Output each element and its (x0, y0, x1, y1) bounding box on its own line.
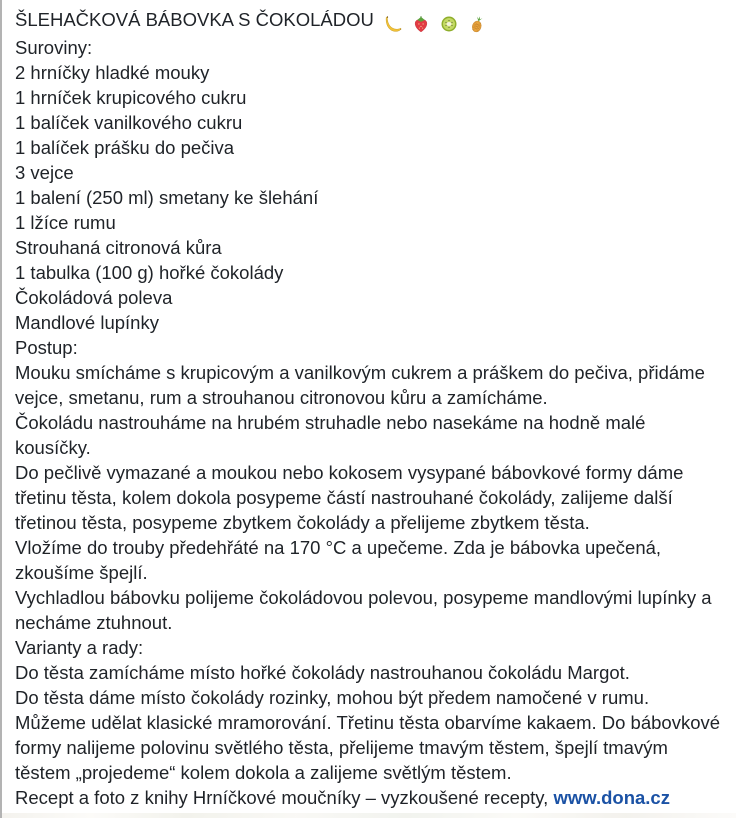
dona-link[interactable]: www.dona.cz (553, 787, 670, 808)
steps-header: Postup: (15, 337, 78, 358)
strawberry-icon (411, 14, 431, 34)
ingredient-line: Mandlové lupínky (15, 312, 159, 333)
photo-top-edge (2, 813, 736, 818)
ingredient-line: 2 hrníčky hladké mouky (15, 62, 210, 83)
kiwi-icon (439, 14, 459, 34)
step-paragraph: Mouku smícháme s krupicovým a vanilkovým cukrem a práškem do pečiva, přidáme vejce, smetanu, rum a strouhanou citronovou kůru a zamícháme. (15, 362, 705, 408)
variant-paragraph: Do těsta dáme místo čokolády rozinky, mohou být předem namočené v rumu. (15, 687, 650, 708)
ingredient-line: 1 hrníček krupicového cukru (15, 87, 247, 108)
step-paragraph: Vložíme do trouby předehřáté na 170 °C a upečeme. Zda je bábovka upečená, zkoušíme špejlí. (15, 537, 662, 583)
banana-icon (383, 14, 403, 34)
ingredient-line: Čokoládová poleva (15, 287, 173, 308)
ingredient-line: Strouhaná citronová kůra (15, 237, 222, 258)
step-paragraph: Do pečlivě vymazané a moukou nebo kokosem vysypané bábovkové formy dáme třetinu těsta, kolem dokola posypeme částí nastrouhané čokolády, zalijeme další třetinou těsta, posypeme zbytkem čokolády a přelijeme zbytkem těsta. (15, 462, 684, 533)
variant-paragraph: Do těsta zamícháme místo hořké čokolády nastrouhanou čokoládu Margot. (15, 662, 630, 683)
ingredient-line: 1 tabulka (100 g) hořké čokolády (15, 262, 284, 283)
step-paragraph: Čokoládu nastrouháme na hrubém struhadle nebo nasekáme na hodně malé kousíčky. (15, 412, 646, 458)
footer-text: Recept a foto z knihy Hrníčkové moučníky – vyzkoušené recepty, (15, 787, 554, 808)
footer-line (15, 785, 724, 810)
ingredient-line: 1 balíček vanilkového cukru (15, 112, 243, 133)
post-title-text: ŠLEHAČKOVÁ BÁBOVKA S ČOKOLÁDOU (15, 9, 374, 30)
post-title (15, 7, 724, 35)
ingredient-line: 1 lžíce rumu (15, 212, 116, 233)
ingredients-header: Suroviny: (15, 37, 93, 58)
variant-paragraph: Můžeme udělat klasické mramorování. Třetinu těsta obarvíme kakaem. Do bábovkové formy nalijeme polovinu světlého těsta, přelijeme tmavým těstem, špejlí tmavým těstem „projedeme“ kolem dokola a zalijeme světlým těstem. (15, 712, 721, 783)
ingredient-line: 1 balení (250 ml) smetany ke šlehání (15, 187, 319, 208)
pineapple-icon (467, 14, 487, 34)
ingredient-line: 1 balíček prášku do pečiva (15, 137, 235, 158)
ingredient-line: 3 vejce (15, 162, 74, 183)
title-emoji-row (380, 10, 487, 35)
step-paragraph: Vychladlou bábovku polijeme čokoládovou polevou, posypeme mandlovými lupínky a necháme ztuhnout. (15, 587, 712, 633)
variants-header: Varianty a rady: (15, 637, 144, 658)
